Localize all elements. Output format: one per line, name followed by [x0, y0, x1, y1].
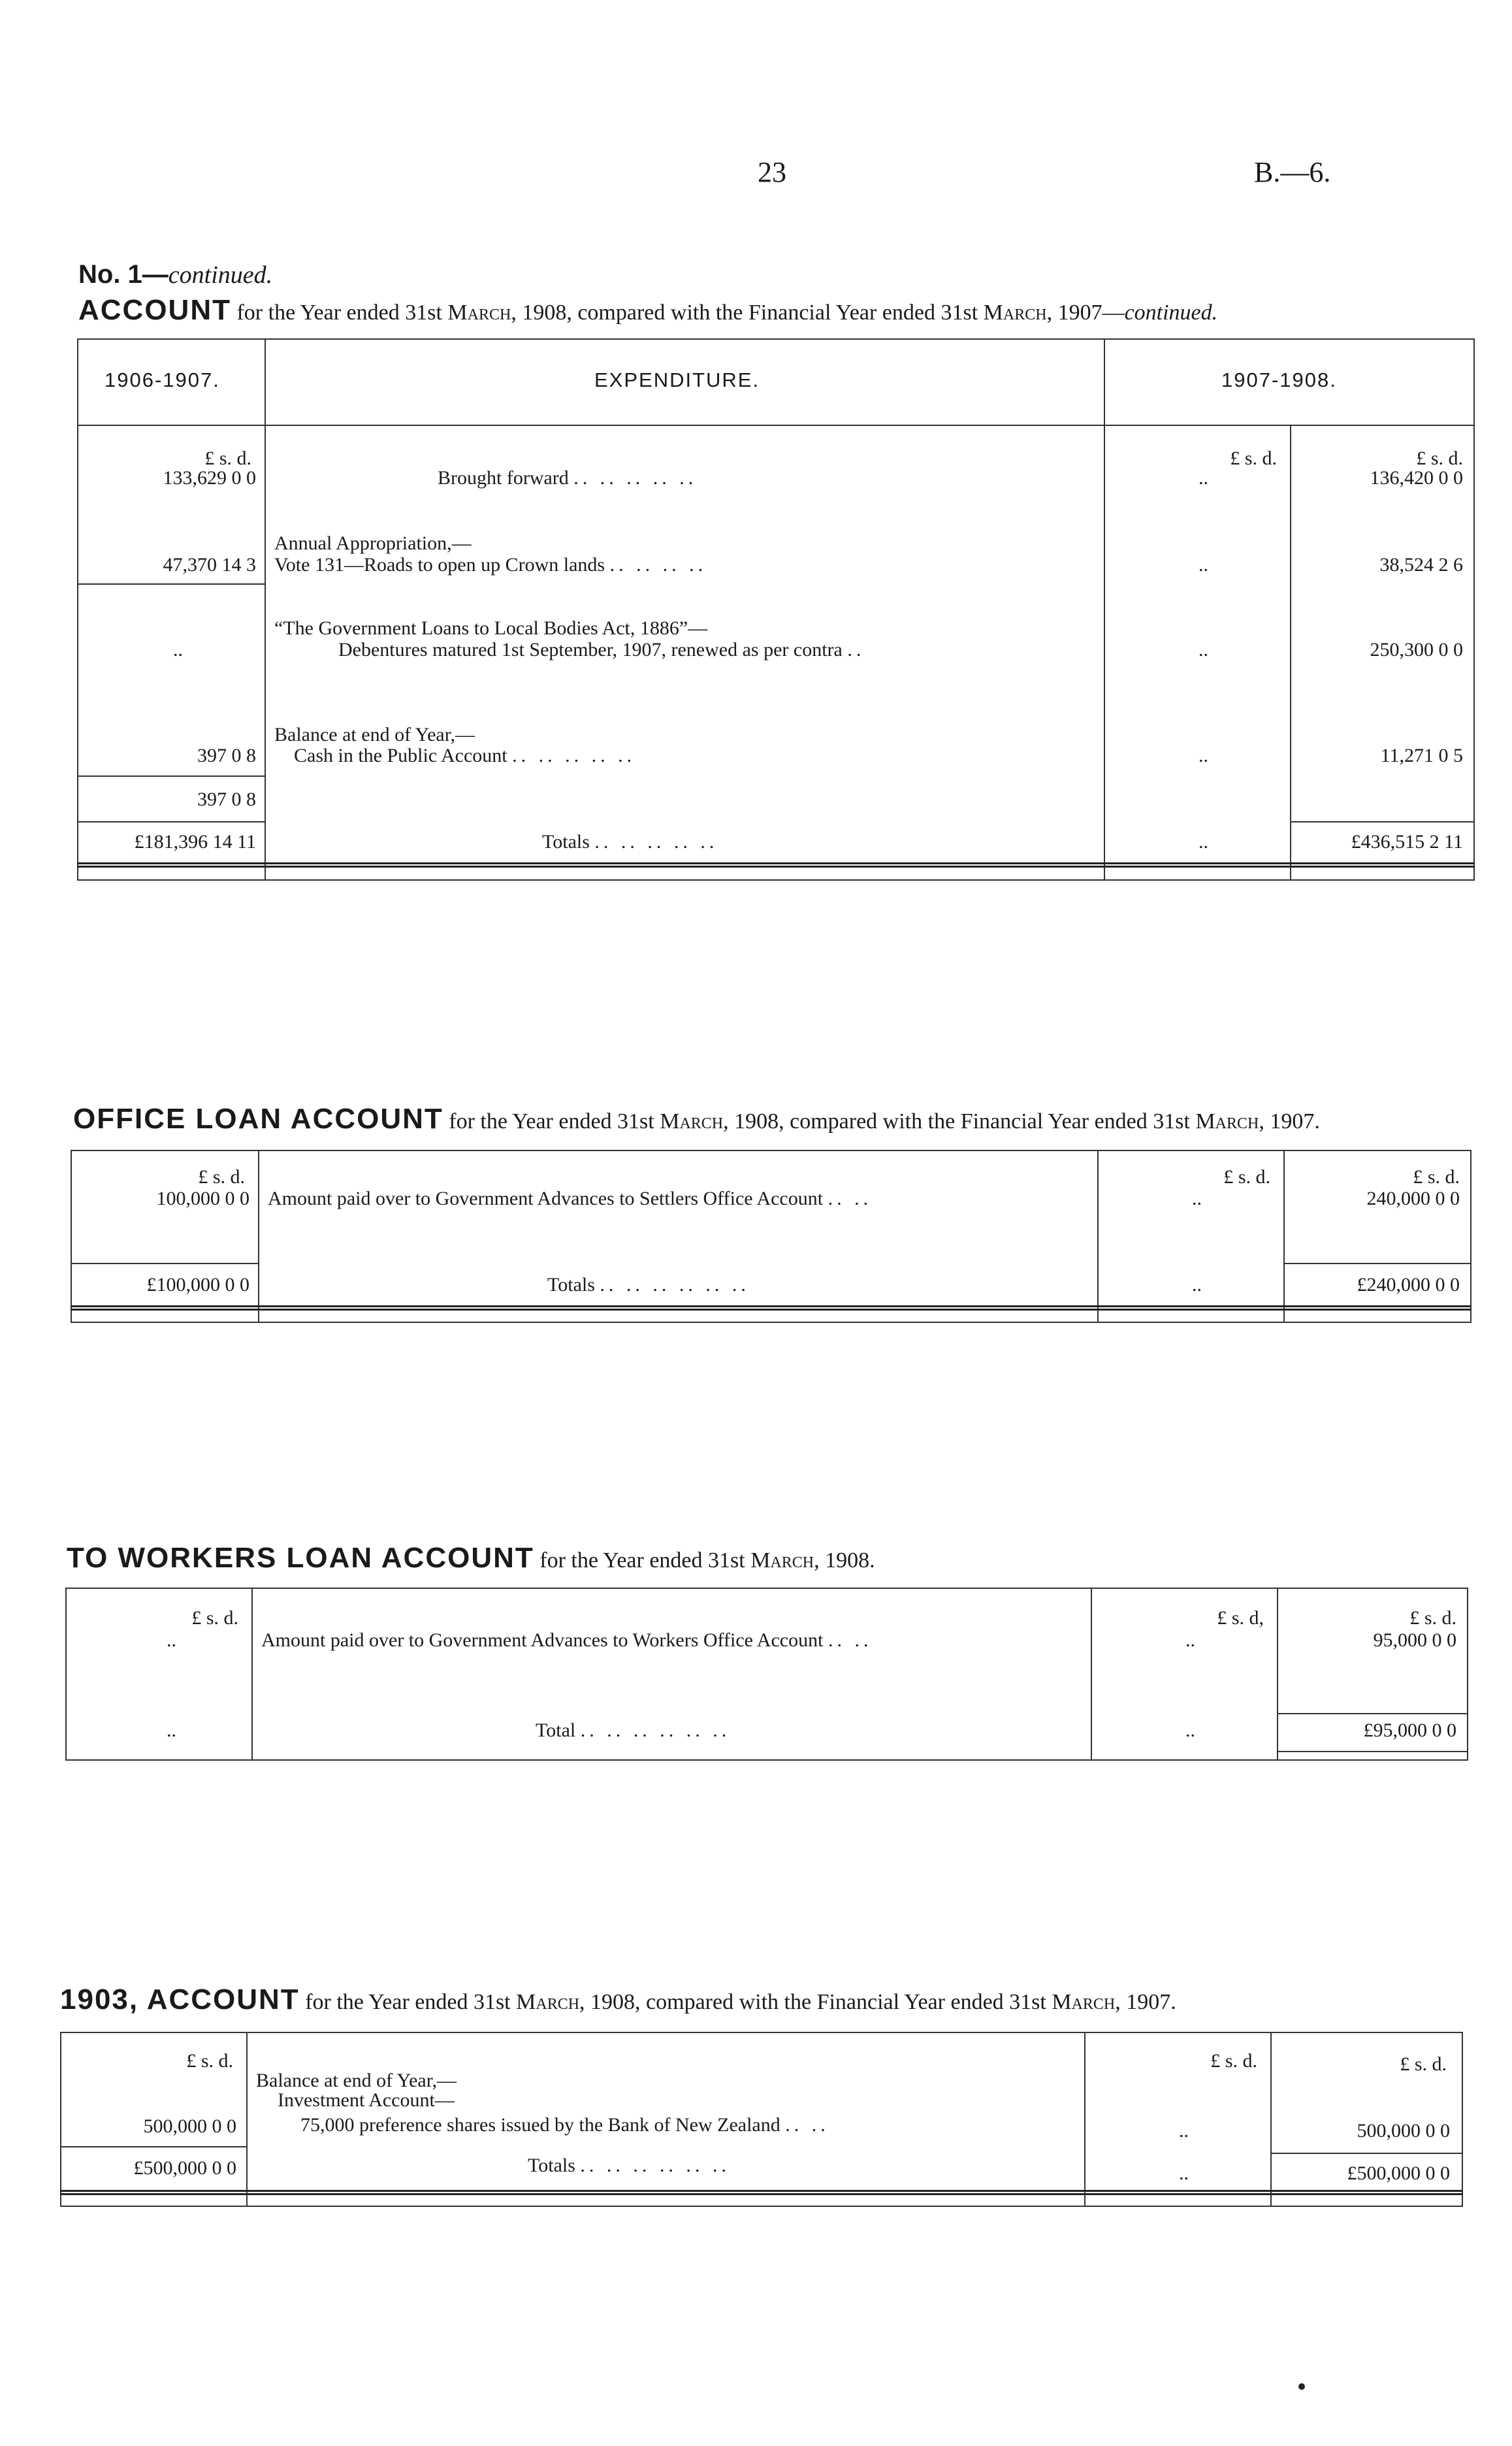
section2-double-rule: [71, 1305, 1472, 1311]
section1-row2-mid: ..: [1198, 639, 1208, 660]
section1-total-right: £436,515 2 11: [1351, 831, 1463, 853]
section1-title-march1: March: [447, 301, 511, 325]
section1-title-march2: March: [983, 301, 1047, 325]
section2-total-label: Totals: [547, 1274, 595, 1296]
section4-desc1: Balance at end of Year,—: [256, 2070, 457, 2091]
section1-row2-left: ..: [173, 639, 183, 660]
section4-title-text-b: , 1908, compared with the Financial Year ended 31st: [579, 1990, 1046, 2014]
section1-row1-label: Vote 131—Roads to open up Crown lands: [274, 554, 605, 576]
section3-col-divider-3: [1277, 1588, 1278, 1761]
section3-row-label: Amount paid over to Government Advances to Workers Office Account: [261, 1629, 824, 1651]
section4-title: [60, 1983, 1176, 2016]
section1-row0-label: Brought forward: [438, 467, 569, 489]
section4-double-rule: [60, 2190, 1463, 2195]
section1-total-rule-left: [77, 821, 265, 823]
dot-leader: ..: [847, 639, 865, 660]
section1-col-divider-1: [265, 338, 266, 881]
section1-subtitle: [78, 260, 272, 289]
section4-title-bold: 1903, ACCOUNT: [60, 1983, 300, 2015]
section1-row1-mid: ..: [1198, 554, 1208, 576]
section3-title-bold: TO WORKERS LOAN ACCOUNT: [67, 1542, 534, 1574]
section1-row3-right: 11,271 0 5: [1380, 745, 1463, 766]
section1-currency-left: £ s. d.: [204, 448, 251, 469]
dot-leader: .. ..: [785, 2114, 829, 2136]
section4-title-text-a: for the Year ended 31st: [305, 1990, 511, 2014]
section2-title: [73, 1103, 1320, 1135]
section4-currency-mid: £ s. d.: [1210, 2050, 1257, 2072]
section1-col-head-expenditure: EXPENDITURE.: [594, 368, 760, 391]
section4-total-label: Totals: [528, 2155, 575, 2176]
section4-col-divider-1: [246, 2032, 248, 2207]
section1-title-bold: ACCOUNT: [78, 294, 231, 326]
section3-row-desc: [261, 1629, 872, 1652]
section4-col-divider-2: [1084, 2032, 1086, 2207]
section2-title-march2: March: [1195, 1109, 1259, 1133]
section1-subtitle-continued: continued.: [168, 261, 273, 289]
section3-title-march: March: [750, 1548, 814, 1573]
section1-total-desc: [542, 831, 718, 853]
section1-col-divider-2: [1104, 338, 1105, 881]
section4-title-text-c: , 1907.: [1115, 1990, 1176, 2014]
section2-title-text-c: , 1907.: [1259, 1109, 1320, 1133]
section1-col-head-left: 1906-1907.: [105, 368, 220, 391]
section2-total-right: £240,000 0 0: [1357, 1274, 1460, 1296]
section4-total-rule-left: [60, 2146, 246, 2147]
dot-leader: .. ..: [828, 1188, 873, 1209]
section4-row-right: 500,000 0 0: [1357, 2120, 1450, 2142]
section4-currency-right: £ s. d.: [1400, 2053, 1447, 2075]
section2-col-divider-1: [258, 1150, 259, 1323]
section2-row-mid: ..: [1192, 1188, 1202, 1209]
section1-title-text-c: , 1907—: [1046, 301, 1125, 325]
section2-currency-right: £ s. d.: [1413, 1166, 1460, 1188]
section2-row-right: 240,000 0 0: [1366, 1188, 1460, 1209]
section4-total-rule-right: [1270, 2153, 1463, 2154]
section2-title-text-b: , 1908, compared with the Financial Year ended 31st: [723, 1109, 1190, 1133]
section1-row0-mid: ..: [1198, 467, 1208, 489]
section1-col-divider-3: [1290, 425, 1291, 881]
section1-row3-desc1: Balance at end of Year,—: [274, 724, 475, 745]
section1-row0-right: 136,420 0 0: [1370, 467, 1463, 489]
section3-total-right: £95,000 0 0: [1363, 1720, 1456, 1741]
section4-currency-left: £ s. d.: [186, 2050, 233, 2072]
dot-leader: .. .. .. .. .. ..: [580, 2155, 730, 2176]
section3-row-mid: ..: [1185, 1629, 1195, 1651]
section1-row2-desc2: [338, 639, 865, 661]
section3-currency-left: £ s. d.: [191, 1607, 238, 1629]
section1-total-mid: ..: [1198, 831, 1208, 853]
section1-row0-left: 133,629 0 0: [163, 467, 256, 489]
section3-currency-mid: £ s. d,: [1217, 1607, 1264, 1629]
section1-col-head-right: 1907-1908.: [1221, 368, 1337, 391]
section3-title: [67, 1542, 875, 1574]
section3-title-text-a: for the Year ended 31st: [539, 1548, 745, 1573]
section2-total-desc: [547, 1274, 750, 1296]
section1-row2-desc1: “The Government Loans to Local Bodies Act, 1886”—: [274, 617, 708, 639]
section1-currency-right: £ s. d.: [1416, 448, 1463, 469]
section1-subtotal-left: 397 0 8: [197, 789, 256, 810]
section2-row-desc: [268, 1188, 872, 1210]
section4-total-right: £500,000 0 0: [1347, 2162, 1450, 2184]
section1-title-text-a: for the Year ended 31st: [236, 301, 442, 325]
section3-total-rule-right: [1277, 1713, 1468, 1714]
section2-col-divider-3: [1283, 1150, 1285, 1323]
section2-total-mid: ..: [1192, 1274, 1202, 1296]
section2-title-bold: OFFICE LOAN ACCOUNT: [73, 1103, 443, 1135]
section2-row-label: Amount paid over to Government Advances to Settlers Office Account: [268, 1188, 824, 1209]
section4-desc2: Investment Account—: [278, 2089, 455, 2111]
section1-left-rule: [77, 583, 265, 585]
section3-total-label: Total: [536, 1720, 576, 1741]
dot-leader: .. .. .. ..: [609, 554, 707, 576]
section4-desc3: [300, 2114, 829, 2136]
section1-currency-mid: £ s. d.: [1230, 448, 1277, 469]
section1-row2-label: Debentures matured 1st September, 1907, renewed as per contra: [338, 639, 843, 660]
section3-title-text-b: , 1908.: [814, 1548, 875, 1573]
document-reference: B.—6.: [1254, 156, 1331, 188]
section4-row-left: 500,000 0 0: [143, 2115, 236, 2137]
section1-double-rule: [77, 862, 1475, 868]
section1-subtotal-rule: [77, 775, 265, 777]
section3-row-right: 95,000 0 0: [1373, 1629, 1456, 1651]
section2-row-left: 100,000 0 0: [156, 1188, 249, 1209]
section2-currency-left: £ s. d.: [198, 1166, 245, 1188]
section2-total-rule-right: [1283, 1263, 1472, 1264]
margin-dot: [1298, 2383, 1305, 2390]
section1-row2-right: 250,300 0 0: [1370, 639, 1463, 660]
section1-total-left: £181,396 14 11: [134, 831, 256, 853]
section1-subtitle-no: No. 1—: [78, 260, 169, 289]
section3-total-desc: [536, 1720, 730, 1742]
section4-title-march2: March: [1052, 1990, 1116, 2014]
section4-total-mid: ..: [1179, 2162, 1189, 2184]
section1-title: [78, 294, 1217, 327]
section3-bottom-rule: [1277, 1751, 1468, 1752]
section2-total-rule-left: [71, 1263, 258, 1264]
section1-total-rule-right: [1290, 821, 1475, 823]
section1-total-label: Totals: [542, 831, 590, 853]
section4-col-divider-3: [1270, 2032, 1272, 2207]
section2-total-left: £100,000 0 0: [146, 1274, 249, 1296]
section1-row3-left: 397 0 8: [197, 745, 256, 766]
section3-total-mid: ..: [1185, 1720, 1195, 1741]
section1-row1-right: 38,524 2 6: [1379, 554, 1463, 576]
section3-total-left: ..: [167, 1720, 176, 1741]
section2-currency-mid: £ s. d.: [1223, 1166, 1270, 1188]
section3-col-divider-1: [251, 1588, 253, 1761]
section1-row1-left: 47,370 14 3: [163, 554, 256, 576]
section1-title-continued: continued.: [1124, 301, 1218, 325]
section3-currency-right: £ s. d.: [1409, 1607, 1456, 1629]
dot-leader: .. .. .. .. .. ..: [580, 1720, 731, 1741]
section1-row3-mid: ..: [1198, 745, 1208, 766]
section1-row3-label: Cash in the Public Account: [294, 745, 507, 766]
section2-col-divider-2: [1097, 1150, 1099, 1323]
section1-header-rule: [77, 425, 1475, 426]
dot-leader: .. .. .. .. ..: [512, 745, 636, 766]
dot-leader: .. .. .. .. ..: [573, 467, 698, 489]
dot-leader: .. ..: [828, 1629, 873, 1651]
section4-row-label: 75,000 preference shares issued by the Bank of New Zealand: [300, 2114, 780, 2136]
section1-title-text-b: , 1908, compared with the Financial Year ended 31st: [511, 301, 978, 325]
page-number: 23: [758, 156, 786, 188]
section2-title-text-a: for the Year ended 31st: [449, 1109, 654, 1133]
section1-row1-desc1: Annual Appropriation,—: [274, 532, 472, 554]
dot-leader: .. .. .. .. .. ..: [600, 1274, 750, 1296]
section1-table-frame: [77, 338, 1475, 881]
section1-row1-desc2: [274, 554, 707, 576]
section4-total-desc: [528, 2155, 730, 2177]
section1-row3-desc2: [294, 745, 635, 767]
section3-col-divider-2: [1091, 1588, 1092, 1761]
section2-title-march1: March: [660, 1109, 724, 1133]
section4-title-march1: March: [516, 1990, 580, 2014]
section1-row0-desc: [438, 467, 697, 489]
dot-leader: .. .. .. .. ..: [594, 831, 718, 853]
section3-row-left: ..: [167, 1629, 176, 1651]
section4-total-left: £500,000 0 0: [133, 2157, 236, 2179]
section4-row-mid: ..: [1179, 2120, 1189, 2142]
